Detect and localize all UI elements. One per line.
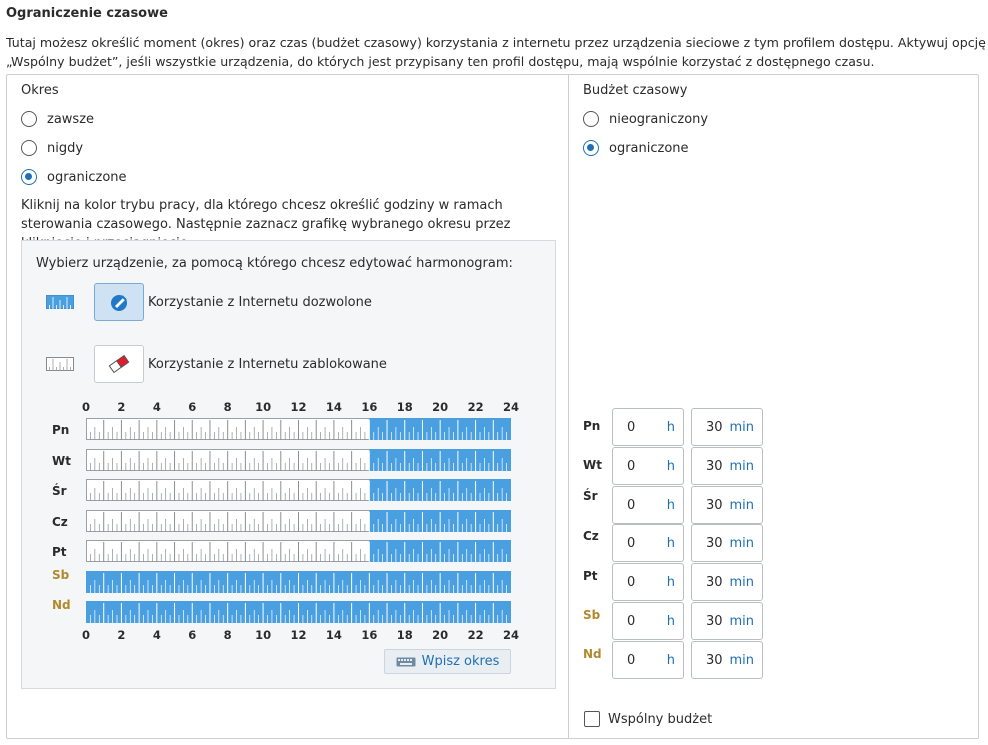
bottom-hour-label: 14 — [325, 628, 342, 642]
okres-option-label: zawsze — [47, 111, 95, 127]
okres-title: Okres — [21, 83, 59, 98]
shared-budget-checkbox[interactable] — [584, 711, 712, 727]
eraser-icon — [106, 354, 132, 374]
schedule-row[interactable] — [86, 601, 511, 623]
allowed-pen-button[interactable] — [94, 283, 144, 321]
hours-unit: h — [666, 575, 675, 591]
top-hour-label: 16 — [361, 400, 378, 414]
radio-icon[interactable] — [21, 140, 37, 156]
budget-day-label: Cz — [583, 529, 599, 544]
bottom-hour-label: 2 — [117, 628, 126, 642]
hours-unit: h — [666, 614, 675, 629]
minutes-value: 30 — [706, 458, 723, 474]
blocked-eraser-button[interactable] — [94, 345, 144, 383]
top-hour-label: 12 — [290, 400, 307, 414]
budget-hours-input[interactable] — [612, 447, 684, 485]
budget-hours-input[interactable] — [612, 641, 684, 679]
page-title: Ograniczenie czasowe — [6, 6, 168, 21]
keyboard-icon — [396, 657, 416, 667]
enter-period-label: Wpisz okres — [421, 654, 500, 669]
checkbox-icon[interactable] — [584, 711, 600, 727]
schedule-row[interactable] — [86, 571, 511, 593]
budget-hours-input[interactable] — [612, 408, 684, 446]
hours-value: 0 — [627, 497, 636, 513]
budget-hours-input[interactable] — [612, 486, 684, 524]
budget-title: Budżet czasowy — [583, 83, 688, 98]
hours-unit: h — [666, 458, 675, 474]
top-hour-label: 10 — [255, 400, 272, 414]
budget-minutes-input[interactable] — [691, 641, 763, 679]
top-hour-label: 2 — [117, 400, 126, 414]
minutes-unit: min — [729, 652, 754, 668]
top-hour-label: 4 — [152, 400, 161, 414]
shared-budget-label: Wspólny budżet — [608, 711, 713, 727]
hours-unit: h — [666, 420, 675, 435]
hours-value: 0 — [627, 420, 636, 435]
enter-period-button[interactable] — [384, 649, 511, 674]
hours-value: 0 — [627, 458, 636, 474]
okres-option-ograniczone[interactable] — [21, 169, 127, 185]
schedule-day-label: Wt — [52, 453, 71, 468]
top-hour-label: 24 — [502, 400, 519, 414]
blocked-swatch-icon — [46, 357, 74, 371]
minutes-unit: min — [729, 536, 754, 552]
budget-option-label: nieograniczony — [609, 111, 709, 127]
budget-day-label: Pt — [583, 569, 598, 584]
minutes-value: 30 — [706, 614, 723, 629]
schedule-row[interactable] — [86, 540, 511, 562]
column-divider — [568, 74, 569, 739]
budget-option-limited[interactable] — [583, 140, 689, 156]
budget-hours-input[interactable] — [612, 524, 684, 562]
schedule-row[interactable] — [86, 449, 511, 471]
minutes-unit: min — [729, 497, 754, 513]
schedule-day-label: Pn — [52, 423, 70, 437]
budget-minutes-input[interactable] — [691, 524, 763, 562]
budget-day-label: Pn — [583, 419, 601, 433]
top-hour-label: 0 — [81, 400, 90, 414]
bottom-hour-label: 0 — [81, 628, 90, 642]
hours-value: 0 — [627, 575, 636, 591]
hours-unit: h — [666, 497, 675, 513]
minutes-unit: min — [729, 420, 754, 435]
allowed-label: Korzystanie z Internetu dozwolone — [148, 295, 372, 310]
allowed-swatch-icon — [46, 295, 74, 309]
budget-minutes-input[interactable] — [691, 447, 763, 485]
radio-icon[interactable] — [21, 111, 37, 127]
bottom-hour-label: 18 — [396, 628, 413, 642]
bottom-hour-label: 16 — [361, 628, 378, 642]
schedule-day-label: Nd — [52, 598, 71, 612]
minutes-value: 30 — [706, 652, 723, 668]
okres-option-label: ograniczone — [47, 169, 127, 185]
okres-option-nigdy[interactable] — [21, 140, 83, 156]
schedule-day-label: Cz — [52, 514, 68, 529]
top-hour-label: 14 — [325, 400, 342, 414]
radio-icon[interactable] — [583, 111, 599, 127]
schedule-day-label: Sb — [52, 567, 70, 582]
schedule-day-label: Pt — [52, 545, 67, 559]
okres-option-zawsze[interactable] — [21, 111, 94, 127]
page-description: Tutaj możesz określić moment (okres) oraz czas (budżet czasowy) korzystania z internetu przez urządzenia sieciowe z tym profilem dostępu. Aktywuj opcję „Wspólny budżet”, jeśli wszystkie urządzenia, do których jest przypisany ten profil dostępu, mają wspólnie korzystać z dostępnego czasu. — [6, 35, 986, 69]
schedule-row[interactable] — [86, 418, 511, 440]
minutes-unit: min — [729, 614, 754, 629]
okres-option-label: nigdy — [47, 140, 84, 156]
hours-value: 0 — [627, 652, 636, 668]
top-hour-label: 20 — [432, 400, 449, 414]
budget-option-unlimited[interactable] — [583, 111, 708, 127]
budget-hours-input[interactable] — [612, 602, 684, 640]
pen-icon — [107, 290, 131, 314]
minutes-unit: min — [729, 458, 754, 474]
budget-hours-input[interactable] — [612, 563, 684, 601]
budget-minutes-input[interactable] — [691, 563, 763, 601]
hours-unit: h — [666, 536, 675, 552]
bottom-hour-label: 10 — [255, 628, 272, 642]
minutes-value: 30 — [706, 497, 723, 513]
hours-unit: h — [666, 652, 675, 668]
schedule-row[interactable] — [86, 510, 511, 532]
top-hour-label: 8 — [223, 400, 232, 414]
schedule-day-label: Śr — [52, 484, 67, 498]
blocked-label: Korzystanie z Internetu zablokowane — [148, 357, 387, 372]
minutes-value: 30 — [706, 575, 723, 591]
minutes-value: 30 — [706, 420, 723, 435]
bottom-hour-label: 24 — [502, 628, 519, 642]
hours-value: 0 — [627, 536, 636, 552]
minutes-value: 30 — [706, 536, 723, 552]
schedule-hint: Kliknij na kolor trybu pracy, dla którego chcesz określić godziny w ramach sterowania czasowego. Następnie zaznacz grafikę wybranego okresu przez — [21, 198, 511, 232]
budget-day-label: Wt — [583, 457, 602, 472]
minutes-unit: min — [729, 575, 754, 591]
top-hour-label: 18 — [396, 400, 413, 414]
bottom-hour-label: 4 — [152, 628, 161, 642]
schedule-row[interactable] — [86, 479, 511, 501]
budget-day-label: Sb — [583, 608, 601, 622]
top-hour-label: 6 — [188, 400, 197, 414]
bottom-hour-label: 6 — [188, 628, 197, 642]
radio-selected-icon[interactable] — [21, 169, 37, 185]
top-hour-label: 22 — [467, 400, 484, 414]
bottom-hour-label: 20 — [432, 628, 449, 642]
budget-minutes-input[interactable] — [691, 408, 763, 446]
radio-selected-icon[interactable] — [583, 140, 599, 156]
bottom-hour-label: 22 — [467, 628, 484, 642]
budget-day-label: Nd — [583, 646, 602, 661]
budget-minutes-input[interactable] — [691, 602, 763, 640]
hours-value: 0 — [627, 614, 636, 629]
bottom-hour-label: 12 — [290, 628, 307, 642]
budget-minutes-input[interactable] — [691, 486, 763, 524]
bottom-hour-label: 8 — [223, 628, 232, 642]
budget-option-label: ograniczone — [609, 140, 689, 156]
budget-day-label: Śr — [583, 488, 598, 503]
choose-tool-label: Wybierz urządzenie, za pomocą którego chcesz edytować harmonogram: — [36, 256, 513, 271]
